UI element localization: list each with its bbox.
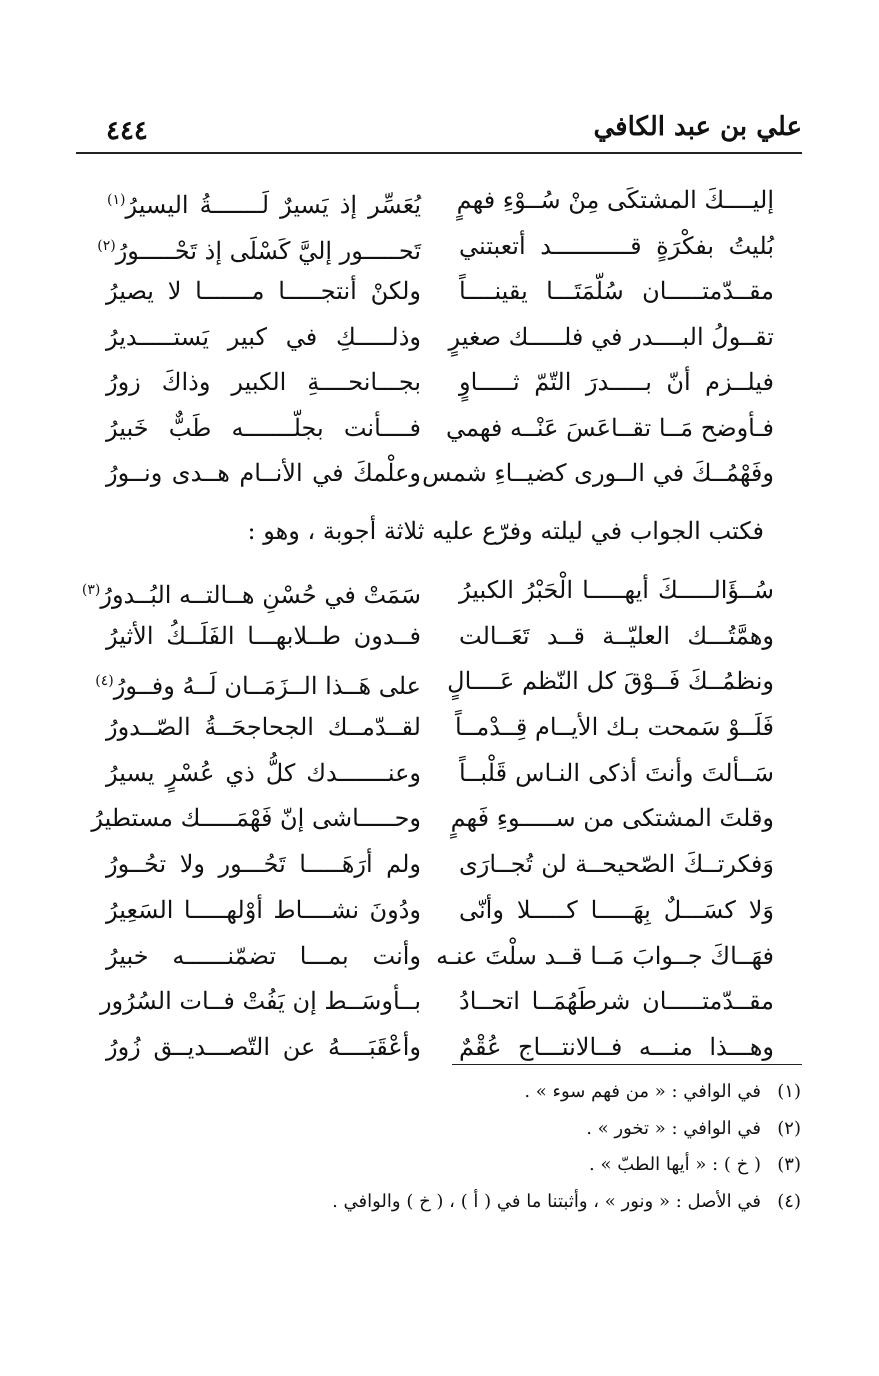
- hemistich-second-text: بجـــانحــــةِ الكبير وذاكَ زورُ: [106, 368, 421, 396]
- footnote-text: في الوافي : « تخور » .: [586, 1117, 761, 1139]
- footnote: [151, 1187, 801, 1224]
- verse-line: [100, 751, 780, 797]
- hemistich-first: سَــألتَ وأنتَ أذكى النـاس قَلْبــاً: [459, 758, 774, 787]
- hemistich-first: تقــولُ البــــدر في فلـــــك صغيرٍ: [448, 322, 774, 351]
- hemistich-second: [106, 842, 421, 887]
- footnote-number: (٢): [777, 1117, 801, 1139]
- verse-line: [100, 269, 780, 315]
- hemistich-second: [106, 888, 421, 933]
- hemistich-second: [106, 406, 421, 451]
- hemistich-first: ونظمُــكَ فَــوْقَ كل النّظم عَــــالٍ: [447, 667, 774, 696]
- hemistich-second: [95, 659, 421, 709]
- poem-first: [97, 178, 780, 497]
- hemistich-second-text: فــــأنت بجلّـــــــه طَبٌّ خَبيرُ: [106, 413, 421, 442]
- hemistich-second-text: ودُونَ نشــــاط أوْلهـــــا السَعِيرُ: [106, 895, 421, 924]
- footnote-number: (٤): [777, 1190, 801, 1212]
- hemistich-second: [99, 979, 421, 1024]
- hemistich-second-text: لقــدّمــك الجحاجحَــةُ الصّــدورُ: [106, 713, 421, 742]
- footnote-number: (١): [777, 1081, 801, 1102]
- hemistich-second: [91, 796, 421, 841]
- hemistich-second: [106, 360, 421, 405]
- poem-second: [81, 568, 780, 1071]
- hemistich-first: سُــؤَالـــــكَ أيهـــــا الْحَبْرُ الكبيرُ: [459, 576, 774, 604]
- footnote-marker: (٤): [95, 673, 114, 690]
- footnote-text: في الأصل : « ونور » ، وأثبتنا ما في ( أ ) ، ( خ ) والوافي .: [332, 1190, 761, 1212]
- hemistich-second: [106, 178, 421, 228]
- hemistich-second-text: فــدون طــلابهـــا الفَلَــكُ الأثيرُ: [106, 621, 421, 650]
- verse-line: [100, 315, 780, 361]
- hemistich-second: [81, 568, 421, 618]
- footnote-text: ( خ ) : « أيها الطبّ » .: [589, 1154, 761, 1175]
- hemistich-second-text: على هَــذا الــزَمَــان لَــهُ وفــورُ: [113, 672, 421, 701]
- hemistich-second: [106, 451, 421, 496]
- hemistich-second: [106, 614, 421, 659]
- hemistich-second: [106, 705, 421, 750]
- hemistich-second-text: ولم أرَهَـــــا تَحُـــور ولا تحُــورُ: [106, 850, 421, 879]
- footnote-marker: (١): [107, 192, 126, 208]
- hemistich-first: بُليتُ بفكْرَةٍ قـــــــــــد أتعبتني: [459, 231, 774, 260]
- verse-line: [100, 934, 780, 980]
- footnotes: [151, 1077, 801, 1223]
- footnote: [151, 1077, 801, 1114]
- verse-line: [100, 614, 780, 660]
- hemistich-second: [106, 1025, 421, 1070]
- verse-line: [95, 659, 780, 705]
- hemistich-second-text: وأعْقَبَــــهُ عن التّصـــديــق زُورُ: [106, 1032, 421, 1061]
- verse-line: [100, 888, 780, 934]
- hemistich-second-text: وأنت بمـــا تضمّنــــــه خبيرُ: [106, 941, 421, 970]
- hemistich-first: وَلا كسَـــلٌ بِهَـــــا كـــــلا وأنّى: [459, 895, 774, 924]
- hemistich-second: [106, 315, 421, 360]
- hemistich-first: وهمَّتُـــك العليّــة قــد تَعَــالت: [459, 621, 774, 650]
- hemistich-second-text: بــأوسَــط إن يَفُتْ فــات السُرُور: [99, 987, 421, 1016]
- hemistich-first: فـأوضح مَــا تقــاعَسَ عَنْــه فهمي: [445, 413, 774, 442]
- verse-line: [100, 705, 780, 751]
- verse-line: [100, 406, 780, 452]
- page-number: ٤٤٤: [106, 116, 148, 146]
- hemistich-first: وفَهْمُــكَ في الــورى كضيــاءِ شمس: [422, 459, 774, 487]
- hemistich-first: وقلتَ المشتكى من ســـــوءِ فَهمٍ: [450, 804, 774, 833]
- footnote-rule: [452, 1064, 802, 1065]
- hemistich-second-text: تَحـــــور إليَّ كَسْلَى إذ تَحْـــــورُ: [115, 236, 421, 265]
- hemistich-first: مقــدّمتـــــان شرطَهُمَــا اتحــادُ: [459, 987, 774, 1016]
- verse-line: [100, 451, 780, 497]
- hemistich-second-text: سَمَتْ في حُسْنِ هــالتــه البُــدورُ: [100, 581, 421, 609]
- running-title: علي بن عبد الكافي: [593, 112, 802, 142]
- hemistich-second-text: وعلْمكَ في الأنــام هــدى ونــورُ: [106, 459, 421, 487]
- verse-line: [97, 224, 780, 270]
- hemistich-first: فيلــزم أنّ بـــــدرَ التّمّ ثـــــاوٍ: [459, 368, 774, 396]
- hemistich-first: فَلَــوْ سَمحت بـك الأيــام قِــدْمــاً: [454, 713, 774, 742]
- hemistich-second: [106, 269, 421, 314]
- verse-line: [81, 568, 780, 614]
- hemistich-second-text: وحـــــاشى إنّ فَهْمَـــــك مستطيرُ: [91, 804, 421, 833]
- hemistich-second-text: ولكنْ أنتجـــــا مـــــــا لا يصيرُ: [106, 277, 421, 305]
- hemistich-second-text: وعنـــــــدك كلُّ ذي عُسْرٍ يسيرُ: [106, 758, 421, 787]
- hemistich-first: وهـــذا منـــه فــالانتـــاج عُقْمٌ: [459, 1032, 774, 1061]
- verse-line: [100, 360, 780, 406]
- hemistich-second: [106, 934, 421, 979]
- hemistich-second-text: يُعَسِّر إذ يَسيرٌ لَـــــــةُ اليسيرُ: [125, 191, 421, 219]
- hemistich-first: فهَــاكَ جــوابَ مَــا قــد سلْتَ عنـه: [436, 941, 774, 970]
- hemistich-first: وَفكرتــكَ الصّحيحــة لن تُجــارَى: [459, 850, 774, 879]
- prose-line: فكتب الجواب في ليلته وفرّع عليه ثلاثة أجوبة ، وهو :: [247, 517, 764, 545]
- hemistich-first: إليــــكَ المشتكَى مِنْ سُــوْءِ فهمٍ: [456, 186, 774, 214]
- verse-line: [91, 796, 780, 842]
- footnote-marker: (٢): [97, 237, 116, 254]
- verse-line: [100, 178, 780, 224]
- hemistich-first: مقــدّمتـــــان سُلّمَتَـــا يقينــــاً: [459, 277, 774, 305]
- footnote: [151, 1114, 801, 1151]
- footnote: [151, 1150, 801, 1187]
- footnote-text: في الوافي : « من فهم سوء » .: [524, 1081, 761, 1102]
- footnote-number: (٣): [777, 1154, 801, 1175]
- header-rule: [76, 152, 802, 154]
- hemistich-second: [97, 224, 421, 274]
- verse-line: [100, 979, 780, 1025]
- footnote-marker: (٣): [81, 582, 101, 598]
- hemistich-second: [106, 751, 421, 796]
- page-header: [76, 112, 802, 152]
- hemistich-second-text: وذلـــــكِ في كبير يَستـــــديرُ: [106, 322, 421, 351]
- verse-line: [100, 842, 780, 888]
